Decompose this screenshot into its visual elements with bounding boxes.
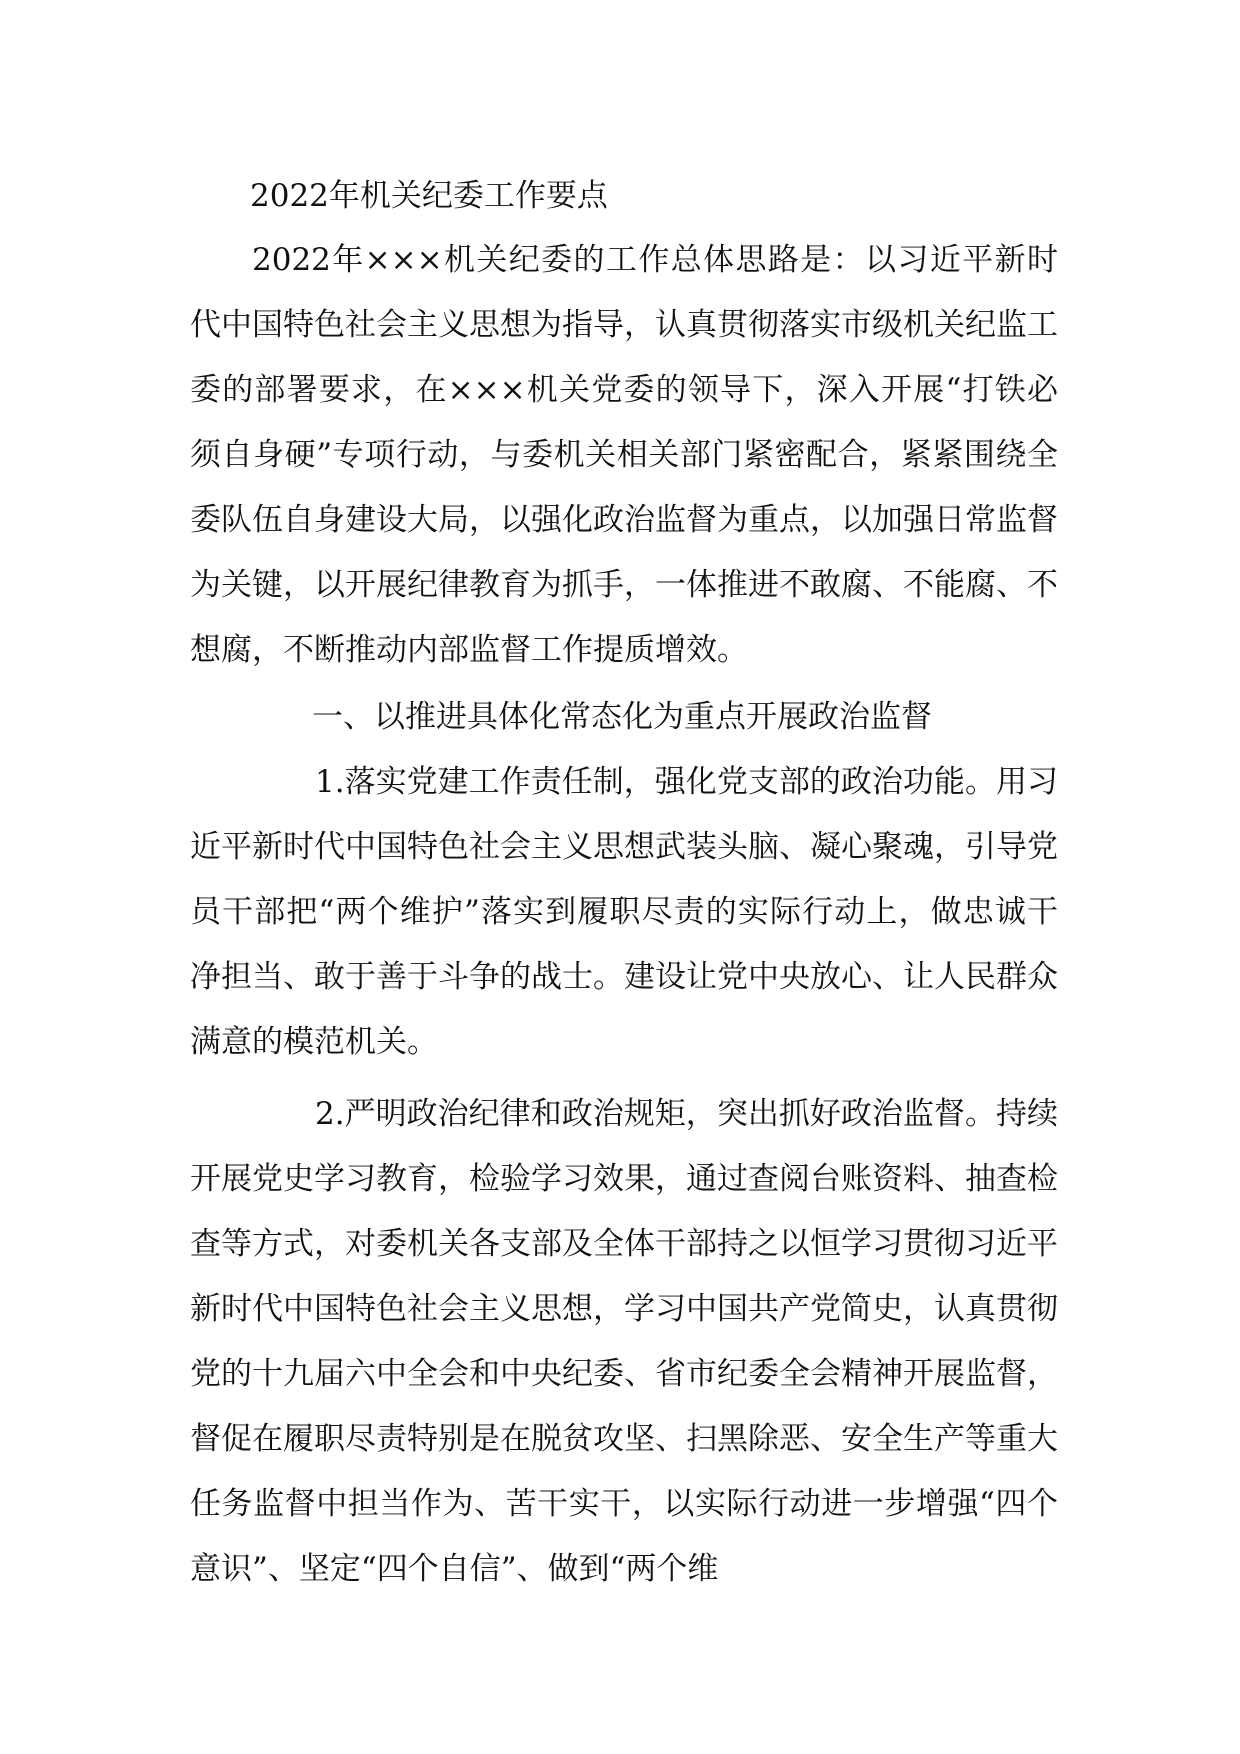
document-title: 2022年机关纪委工作要点 bbox=[250, 178, 608, 214]
section-one-heading: 一、以推进具体化常态化为重点开展政治监督 bbox=[312, 699, 932, 735]
intro-paragraph: 2022年×××机关纪委的工作总体思路是：以习近平新时代中国特色社会主义思想为指导，认真贯彻落实市级机关纪监工委的部署要求，在×××机关党委的领导下，深入开展“打铁必须自身硬”专项行动，与委机关相关部门紧密配合，紧紧围绕全委队伍自身建设大局，以强化政治监督为重点，以加强日常监督为关键，以开展纪律教育为抓手，一体推进不敢腐、不能腐、不想腐，不断推动内部监督工作提质增效。 bbox=[190, 242, 1058, 668]
item-one-paragraph: 1.落实党建工作责任制，强化党支部的政治功能。用习近平新时代中国特色社会主义思想武装头脑、凝心聚魂，引导党员干部把“两个维护”落实到履职尽责的实际行动上，做忠诚干净担当、敢于善于斗争的战士。建设让党中央放心、让人民群众满意的模范机关。 bbox=[190, 764, 1058, 1060]
item-two-paragraph: 2.严明政治纪律和政治规矩，突出抓好政治监督。持续开展党史学习教育，检验学习效果，通过查阅台账资料、抽查检查等方式，对委机关各支部及全体干部持之以恒学习贯彻习近平新时代中国特色社会主义思想，学习中国共产党简史，认真贯彻党的十九届六中全会和中央纪委、省市纪委全会精神开展监督，督促在履职尽责特别是在脱贫攻坚、扫黑除恶、安全生产等重大任务监督中担当作为、苦干实干，以实际行动进一步增强“四个意识”、坚定“四个自信”、做到“两个维 bbox=[190, 1096, 1058, 1587]
